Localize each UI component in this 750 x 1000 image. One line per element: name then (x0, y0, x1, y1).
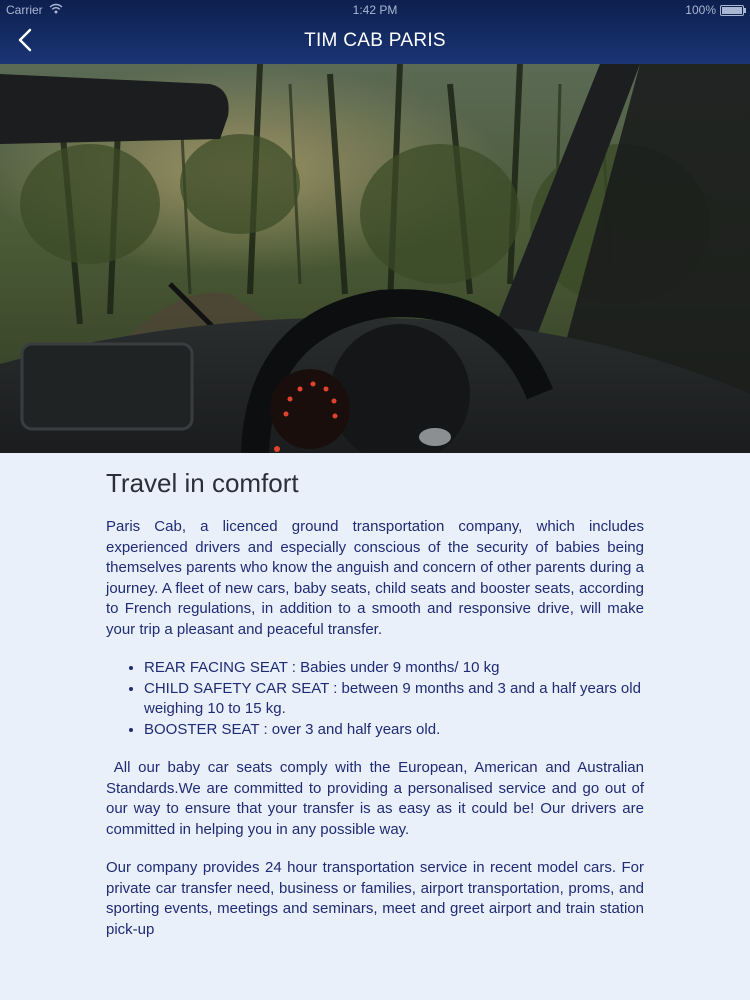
battery-icon (720, 5, 744, 16)
seat-list (106, 658, 644, 740)
battery-indicator (685, 3, 744, 17)
content-section (106, 468, 649, 958)
list-item: • CHILD SAFETY CAR SEAT : between 9 months and 3 and a half years old weighing 10 to 15 kg. (144, 679, 644, 720)
intro-paragraph: Paris Cab, a licenced ground transportation company, which includes experienced drivers and especially conscious of the security of babies being themselves parents who know the anguish and concern of other parents during a journey. A fleet of new cars, baby seats, child seats and booster seats, according to French regulations, in addition to a smooth and responsive drive, will make your trip a pleasant and peaceful transfer. (106, 518, 644, 638)
section-heading: Travel in comfort (106, 468, 299, 498)
hero-image (0, 64, 750, 453)
status-bar (0, 0, 750, 20)
list-item: • REAR FACING SEAT : Babies under 9 months/ 10 kg (144, 658, 644, 679)
standards-paragraph: All our baby car seats comply with the European, American and Australian Standards.We are committed to providing a personalised service and go out of our way to ensure that your transfer is as easy as it could be! Our drivers are committed in helping you in any possible way. (106, 759, 649, 838)
car-interior-photo (0, 64, 750, 453)
page-title: TIM CAB PARIS (304, 30, 446, 51)
service-paragraph: Our company provides 24 hour transportation service in recent model cars. For private car transfer need, business or families, airport transportation, proms, and sporting events, meetings and seminars, meet and greet airport and train station pick-up (106, 859, 644, 938)
list-item: • BOOSTER SEAT : over 3 and half years old. (144, 720, 644, 741)
battery-percent: 100% (685, 3, 716, 17)
carrier-label: Carrier (6, 3, 43, 17)
status-time: 1:42 PM (352, 3, 398, 17)
